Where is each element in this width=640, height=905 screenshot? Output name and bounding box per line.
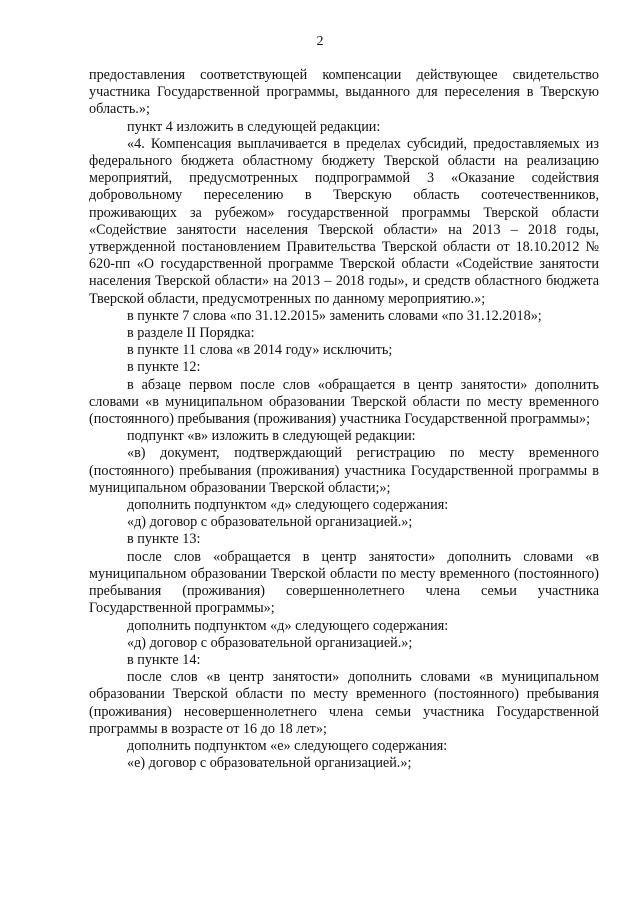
page-number: 2 <box>316 34 324 49</box>
paragraph: «д) договор с образовательной организацией.»; <box>127 634 413 651</box>
paragraph: дополнить подпунктом «д» следующего содержания: <box>127 617 449 634</box>
paragraph: после слов «в центр занятости» дополнить словами «в муниципальном образовании Тверской области по месту временного (постоянного) пребывания (проживания) несовершеннолетнего члена семьи участника Государственной программы в возрасте от 16 до 18 лет»; <box>89 669 599 737</box>
document-body <box>89 67 599 772</box>
paragraph: после слов «обращается в центр занятости» дополнить словами «в муниципальном образовании Тверской области по месту временного (постоянного) пребывания (проживания) совершеннолетнего члена семьи участника Государственной программы»; <box>89 548 599 617</box>
paragraph: в абзаце первом после слов «обращается в центр занятости» дополнить словами «в муниципальном образовании Тверской области по месту временного (постоянного) пребывания (проживания) участника Государственной программы»; <box>89 376 599 428</box>
paragraph: «е) договор с образовательной организацией.»; <box>127 755 412 772</box>
paragraph: подпункт «в» изложить в следующей редакции: <box>127 428 416 445</box>
paragraph: в пункте 7 слова «по 31.12.2015» заменить словами «по 31.12.2018»; <box>127 307 542 324</box>
paragraph: дополнить подпунктом «е» следующего содержания: <box>127 737 448 754</box>
paragraph: «в) документ, подтверждающий регистрацию по месту временного (постоянного) пребывания (проживания) участника Государственной программы в муниципальном образовании Тверской области;»; <box>89 445 599 496</box>
paragraph: в пункте 13: <box>127 531 201 548</box>
paragraph: в разделе II Порядка: <box>127 325 255 342</box>
paragraph: предоставления соответствующей компенсации действующее свидетельство участника Государственной программы, выданного для переселения в Тверскую область.»; <box>89 67 599 118</box>
paragraph: «д) договор с образовательной организацией.»; <box>127 514 413 531</box>
paragraph: в пункте 12: <box>127 359 201 376</box>
paragraph: дополнить подпунктом «д» следующего содержания: <box>127 497 449 514</box>
paragraph: пункт 4 изложить в следующей редакции: <box>127 118 381 135</box>
paragraph: «4. Компенсация выплачивается в пределах субсидий, предоставляемых из федерального бюджета областному бюджету Тверской области на реализацию мероприятий, предусмотренных подпрограммой 3 «Оказание содействия добровольному переселению в Тверскую область соотечественников, проживающих за рубежом» государственной программы Тверской области «Содействие занятости населения Тверской области» на 2013 – 2018 годы, утвержденной постановлением Правительства Тверской области от 18.10.2012 № 620-пп «О государственной программе Тверской области «Содействие занятости населения Тверской области» на 2013 – 2018 годы», и средств областного бюджета Тверской области, предусмотренных по данному мероприятию.»; <box>89 135 599 307</box>
paragraph: в пункте 14: <box>127 651 201 668</box>
paragraph: в пункте 11 слова «в 2014 году» исключить; <box>127 342 393 359</box>
